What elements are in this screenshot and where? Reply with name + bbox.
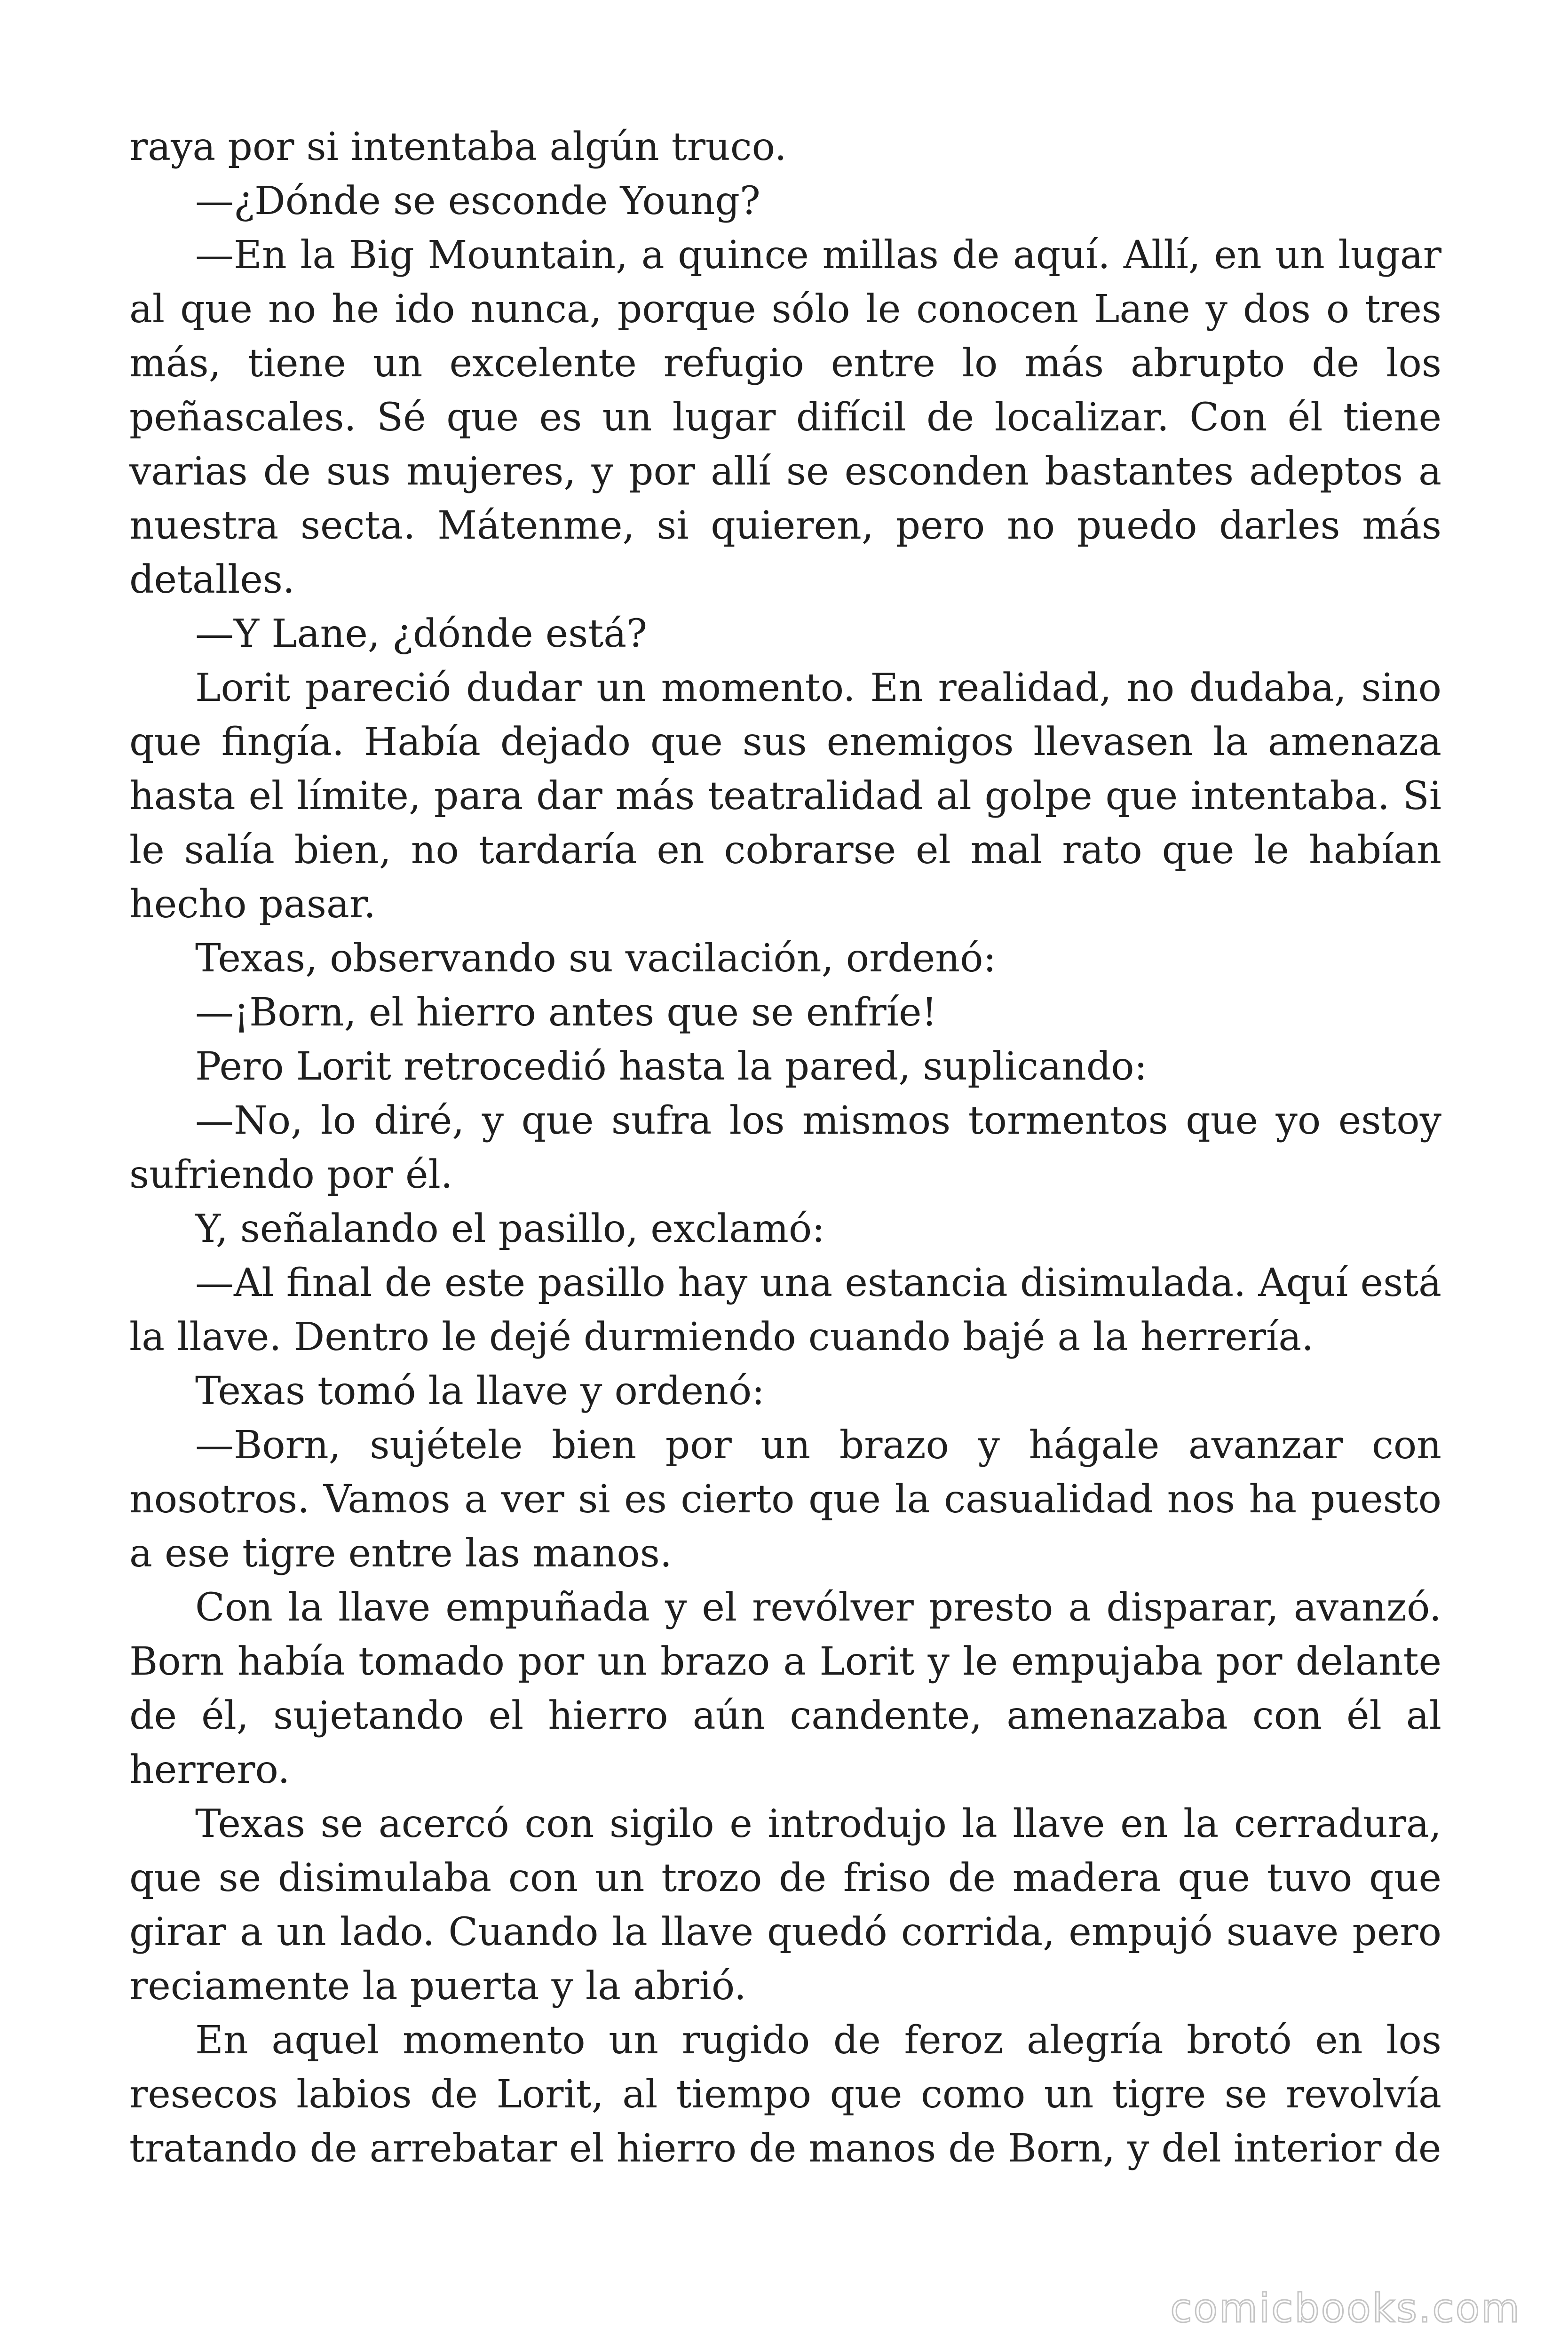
body-text bbox=[129, 120, 1441, 2176]
paragraph: Pero Lorit retrocedió hasta la pared, suplicando: bbox=[195, 1044, 1148, 1089]
paragraph: Y, señalando el pasillo, exclamó: bbox=[195, 1207, 825, 1251]
paragraph-continuation: raya por si intentaba algún truco. bbox=[129, 125, 787, 169]
paragraph: Texas, observando su vacilación, ordenó: bbox=[195, 936, 997, 981]
paragraph: Texas tomó la llave y ordenó: bbox=[195, 1369, 765, 1414]
paragraph: —¡Born, el hierro antes que se enfríe! bbox=[195, 990, 937, 1035]
paragraph: Texas se acercó con sigilo e introdujo la llave en la cerradura, que se disimulaba con un trozo de friso de madera que tuvo que girar a un lado. Cuando la llave quedó corrida, empujó suave pero reciamente la puerta y la abrió. bbox=[129, 1802, 1441, 2009]
paragraph: —Born, sujétele bien por un brazo y hágale avanzar con nosotros. Vamos a ver si es cierto que la casualidad nos ha puesto a ese tigre entre las manos. bbox=[129, 1423, 1441, 1576]
paragraph: —Y Lane, ¿dónde está? bbox=[195, 612, 648, 656]
paragraph: Con la llave empuñada y el revólver presto a disparar, avanzó. Born había tomado por un brazo a Lorit y le empujaba por delante de él, sujetando el hierro aún candente, amenazaba con él al herrero. bbox=[129, 1585, 1441, 1792]
paragraph: Lorit pareció dudar un momento. En realidad, no dudaba, sino que fingía. Había dejado que sus enemigos llevasen la amenaza hasta el límite, para dar más teatralidad al golpe que intentaba. Si le salía bien, no tardaría en cobrarse el mal rato que le habían hecho pasar. bbox=[129, 666, 1441, 927]
paragraph: —En la Big Mountain, a quince millas de aquí. Allí, en un lugar al que no he ido nunca, porque sólo le conocen Lane y dos o tres más, tiene un excelente refugio entre lo más abrupto de los peñascales. Sé que es un lugar difícil de localizar. Con él tiene varias de sus mujeres, y por allí se esconden bastantes adeptos a nuestra secta. Mátenme, si quieren, pero no puedo darles más detalles. bbox=[129, 233, 1441, 602]
paragraph: —No, lo diré, y que sufra los mismos tormentos que yo estoy sufriendo por él. bbox=[129, 1098, 1441, 1197]
paragraph: —¿Dónde se esconde Young? bbox=[195, 179, 760, 223]
paragraph: —Al final de este pasillo hay una estancia disimulada. Aquí está la llave. Dentro le dejé durmiendo cuando bajé a la herrería. bbox=[129, 1261, 1441, 1359]
paragraph: En aquel momento un rugido de feroz alegría brotó en los resecos labios de Lorit, al tiempo que como un tigre se revolvía tratando de arrebatar el hierro de manos de Born, y del interior de bbox=[129, 2018, 1441, 2171]
watermark: comicbooks.com bbox=[1170, 2285, 1521, 2331]
